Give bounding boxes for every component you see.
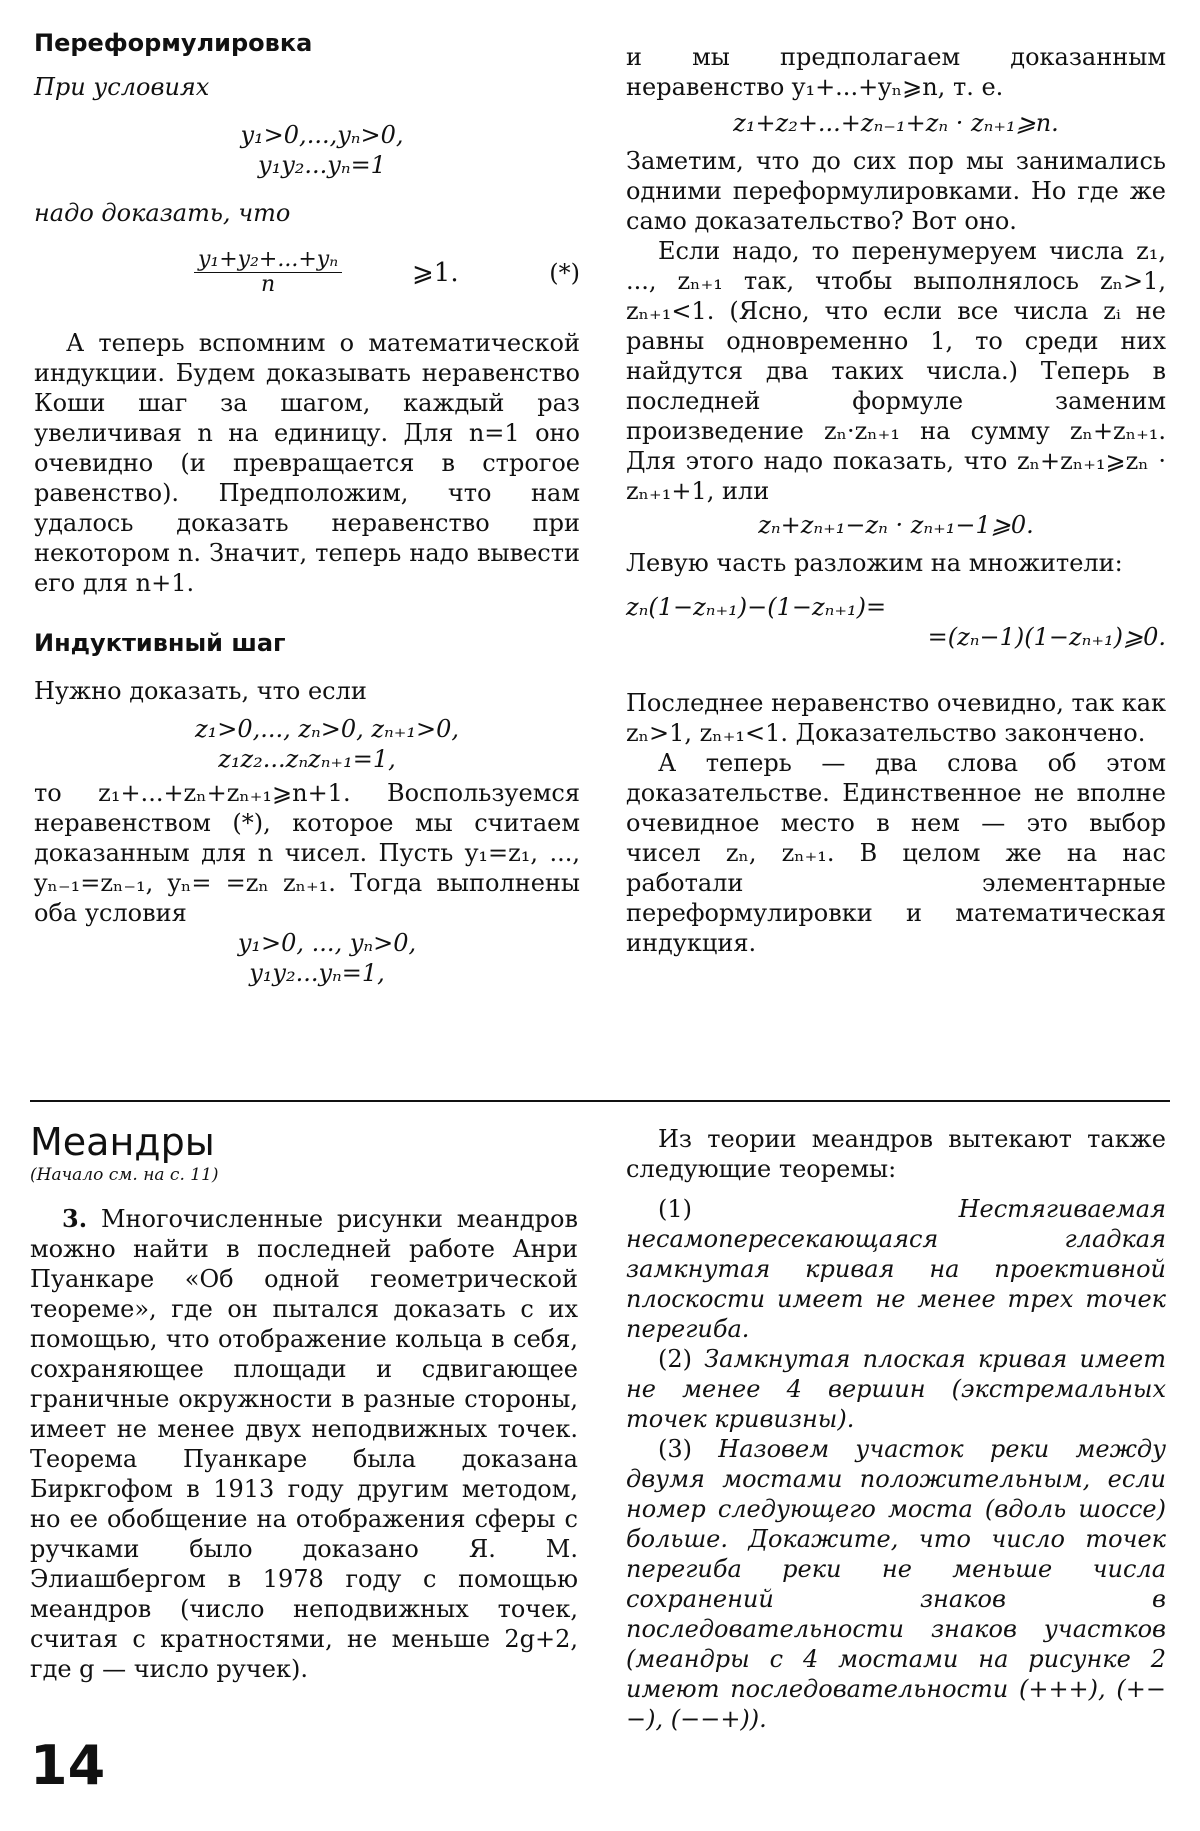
- need-prove-text: Нужно доказать, что если: [34, 677, 367, 705]
- paragraph-induction: А теперь вспомним о математической индукции. Будем доказывать неравенство Коши шаг за шагом, каждый раз увеличивая n на единицу. Для n=1 оно очевидно (и превращается в строгое равенство). Предположим, что нам удалось доказать неравенство при некотором n. Значит, теперь надо вывести его для n+1.: [34, 329, 580, 597]
- theorem-2-number: (2): [658, 1345, 692, 1373]
- equation-label-star: (*): [549, 259, 580, 287]
- condition-line-2: y₁y₂...yₙ=1: [258, 151, 386, 179]
- theorem-2: [626, 1344, 1166, 1434]
- paragraph-poincare: [30, 1204, 578, 1684]
- theorem-3: [626, 1434, 1166, 1734]
- heading-inductive-step: Индуктивный шаг: [34, 629, 286, 657]
- paragraph-poincare-text: Многочисленные рисунки меандров можно найти в последней работе Анри Пуанкаре «Об одной геометрической теореме», где он пытался доказать с их помощью, что отображение кольца в себя, сохраняющее площади и сдвигающее граничные окружности в разные стороны, имеет не менее двух неподвижных точек. Теорема Пуанкаре была доказана Биркгофом в 1913 году другим методом, но ее обобщение на отображения сферы с ручками было доказано Я. М. Элиашбергом в 1978 году с помощью меандров (число неподвижных точек, считая с кратностями, не меньше 2g+2, где g — число ручек).: [30, 1205, 578, 1683]
- continued-note: (Начало см. на с. 11): [30, 1165, 219, 1185]
- section-title-meanders: Меандры: [30, 1120, 215, 1164]
- theorem-1: [626, 1194, 1166, 1344]
- theorems-intro: Из теории меандров вытекают также следующие теоремы:: [626, 1125, 1166, 1183]
- paragraph-remark: Заметим, что до сих пор мы занимались одними переформулировками. Но где же само доказательство? Вот оно.: [626, 147, 1166, 235]
- theorem-2-text: Замкнутая плоская кривая имеет не менее 4 вершин (экстремальных точек кривизны).: [626, 1345, 1166, 1433]
- paragraph-renumber: Если надо, то перенумеруем числа z₁, ..., zₙ₊₁ так, чтобы выполнялось zₙ>1, zₙ₊₁<1. (Ясно, что если все числа zᵢ не равны одновременно 1, то среди них найдутся два таких числа.) Теперь в последней формуле заменим произведение zₙ·zₙ₊₁ на сумму zₙ+zₙ₊₁. Для этого надо показать, что zₙ+zₙ₊₁⩾zₙ · zₙ₊₁+1, или: [626, 237, 1166, 505]
- theorem-1-number: (1): [658, 1195, 692, 1223]
- formula-difference: zₙ+zₙ₊₁−zₙ · zₙ₊₁−1⩾0.: [758, 511, 1034, 539]
- page-number: 14: [30, 1734, 106, 1797]
- theorem-1-text: Нестягиваемая несамопересекающаяся гладкая замкнутая кривая на проективной плоскости имеет не менее трех точек перегиба.: [626, 1195, 1166, 1343]
- formula-factor-line-1: zₙ(1−zₙ₊₁)−(1−zₙ₊₁)=: [626, 593, 887, 621]
- formula-factor-line-2: =(zₙ−1)(1−zₙ₊₁)⩾0.: [927, 623, 1166, 651]
- prove-intro: надо доказать, что: [34, 199, 291, 227]
- fraction: [194, 248, 342, 297]
- paragraph-number: 3.: [62, 1204, 88, 1233]
- formula-sum-product: z₁+z₂+...+zₙ₋₁+zₙ · zₙ₊₁⩾n.: [733, 109, 1059, 137]
- paragraph-assumed: и мы предполагаем доказанным неравенство y₁+...+yₙ⩾n, т. е.: [626, 43, 1166, 101]
- fraction-rhs: ⩾1.: [412, 258, 459, 288]
- condition2-line-1: y₁>0, ..., yₙ>0,: [237, 929, 417, 957]
- conditions-intro: При условиях: [34, 73, 210, 101]
- inductive-condition-2: z₁z₂...zₙzₙ₊₁=1,: [218, 745, 396, 773]
- condition-line-1: y₁>0,...,yₙ>0,: [240, 121, 404, 149]
- theorem-3-text: Назовем участок реки между двумя мостами положительным, если номер следующего моста (вдоль шоссе) больше. Докажите, что число точек перегиба реки не меньше числа сохранений знаков в последовательности знаков участков (меандры с 4 мостами на рисунке 2 имеют последовательности (+++), (+−−), (−−+)).: [626, 1435, 1166, 1733]
- left-bottom-column: [30, 1120, 578, 1684]
- fraction-numerator: y₁+y₂+...+yₙ: [194, 248, 342, 273]
- right-top-column: [626, 42, 1166, 958]
- right-bottom-column: [626, 1124, 1166, 1734]
- inductive-condition-1: z₁>0,..., zₙ>0, zₙ₊₁>0,: [194, 715, 460, 743]
- paragraph-factor: Левую часть разложим на множители:: [626, 549, 1123, 577]
- heading-reformulation: Переформулировка: [34, 29, 313, 57]
- paragraph-comment: А теперь — два слова об этом доказательстве. Единственное не вполне очевидное место в нем — это выбор чисел zₙ, zₙ₊₁. В целом же на нас работали элементарные переформулировки и математическая индукция.: [626, 749, 1166, 957]
- cauchy-inequality: [34, 242, 580, 302]
- section-divider: [30, 1100, 1170, 1102]
- fraction-denominator: n: [260, 272, 276, 297]
- paragraph-substitution: то z₁+...+zₙ+zₙ₊₁⩾n+1. Воспользуемся неравенством (*), которое мы считаем доказанным для n чисел. Пусть y₁=z₁, ..., yₙ₋₁=zₙ₋₁, yₙ= =zₙ zₙ₊₁. Тогда выполнены оба условия: [34, 779, 580, 927]
- theorem-3-number: (3): [658, 1435, 692, 1463]
- left-top-column: [34, 28, 580, 988]
- paragraph-conclusion: Последнее неравенство очевидно, так как zₙ>1, zₙ₊₁<1. Доказательство закончено.: [626, 689, 1166, 747]
- condition2-line-2: y₁y₂...yₙ=1,: [249, 959, 385, 987]
